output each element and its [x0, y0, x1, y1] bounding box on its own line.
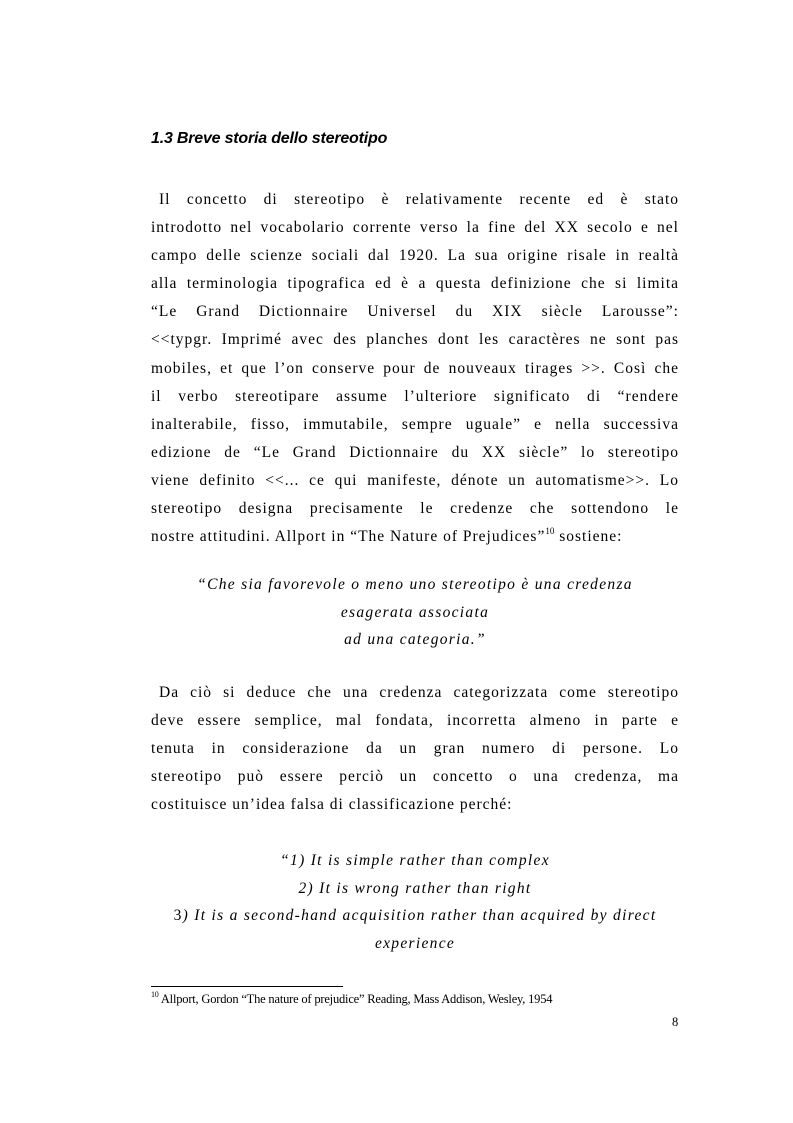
footnote-number: 10 — [151, 989, 159, 999]
paragraph-line: “Le Grand Dictionnaire Universel du XIX siècle Larousse”: — [151, 303, 679, 321]
paragraph-last-line — [151, 523, 679, 551]
paragraph-line: costituisce un’idea falsa di classificazione perché: — [151, 796, 513, 814]
paragraph-line: tenuta in considerazione da un gran numero di persone. Lo — [151, 740, 679, 758]
paragraph-line: viene definito <<... ce qui manifeste, dénote un automatisme>>. Lo — [151, 471, 679, 489]
page-number: 8 — [672, 1015, 679, 1029]
quote-line: esagerata associata — [340, 603, 490, 621]
paragraph-text: sostiene: — [554, 528, 623, 546]
quote-line: “1) It is simple rather than complex — [280, 852, 550, 869]
paragraph-text: nostre attitudini. Allport in “The Nature of Prejudices” — [151, 528, 546, 546]
footnote-text: Allport, Gordon “The nature of prejudice” Reading, Mass Addison, Wesley, 1954 — [158, 992, 553, 1006]
paragraph-2 — [151, 679, 679, 819]
paragraph-line: alla terminologia tipografica ed è a questa definizione che si limita — [151, 275, 679, 293]
paragraph-line: stereotipo designa precisamente le credenze che sottendono le — [151, 500, 679, 518]
paragraph-line: deve essere semplice, mal fondata, incorretta almeno in parte e — [151, 712, 679, 730]
footnote — [151, 989, 553, 1007]
paragraph-line: Il concetto di stereotipo è relativamente recente ed è stato — [159, 191, 679, 208]
quote-line: “Che sia favorevole o meno uno stereotipo è una credenza — [197, 576, 633, 593]
quote-line — [151, 902, 679, 930]
paragraph-line: <<typgr. Imprimé avec des planches dont les caractères ne sont pas — [151, 331, 679, 349]
quote-line: ad una categoria.” — [344, 631, 486, 649]
quote-line: experience — [374, 935, 456, 953]
paragraph-line: il verbo stereotipare assume l’ulteriore significato di “rendere — [151, 387, 679, 405]
block-quote-2 — [151, 847, 679, 958]
paragraph-line: inalterabile, fisso, immutabile, sempre uguale” e nella successiva — [151, 415, 679, 433]
paragraph-line: introdotto nel vocabolario corrente verso la fine del XX secolo e nel — [151, 219, 679, 237]
quote-text: ) It is a second-hand acquisition rather than acquired by direct — [182, 907, 657, 925]
paragraph-line: edizione de “Le Grand Dictionnaire du XX siècle” lo stereotipo — [151, 443, 679, 461]
quote-line: 2) It is wrong rather than right — [298, 879, 532, 897]
section-heading: 1.3 Breve storia dello stereotipo — [151, 130, 388, 147]
footnote-separator — [151, 986, 343, 987]
footnote-reference: 10 — [545, 525, 555, 536]
list-number: 3 — [173, 907, 183, 925]
paragraph-line: stereotipo può essere perciò un concetto o una credenza, ma — [151, 768, 679, 786]
block-quote-1 — [151, 571, 679, 654]
paragraph-line: Da ciò si deduce che una credenza categorizzata come stereotipo — [159, 684, 679, 701]
paragraph-1 — [151, 186, 679, 551]
paragraph-line: campo delle scienze sociali dal 1920. La sua origine risale in realtà — [151, 247, 679, 265]
paragraph-line: mobiles, et que l’on conserve pour de nouveaux tirages >>. Così che — [151, 359, 679, 377]
